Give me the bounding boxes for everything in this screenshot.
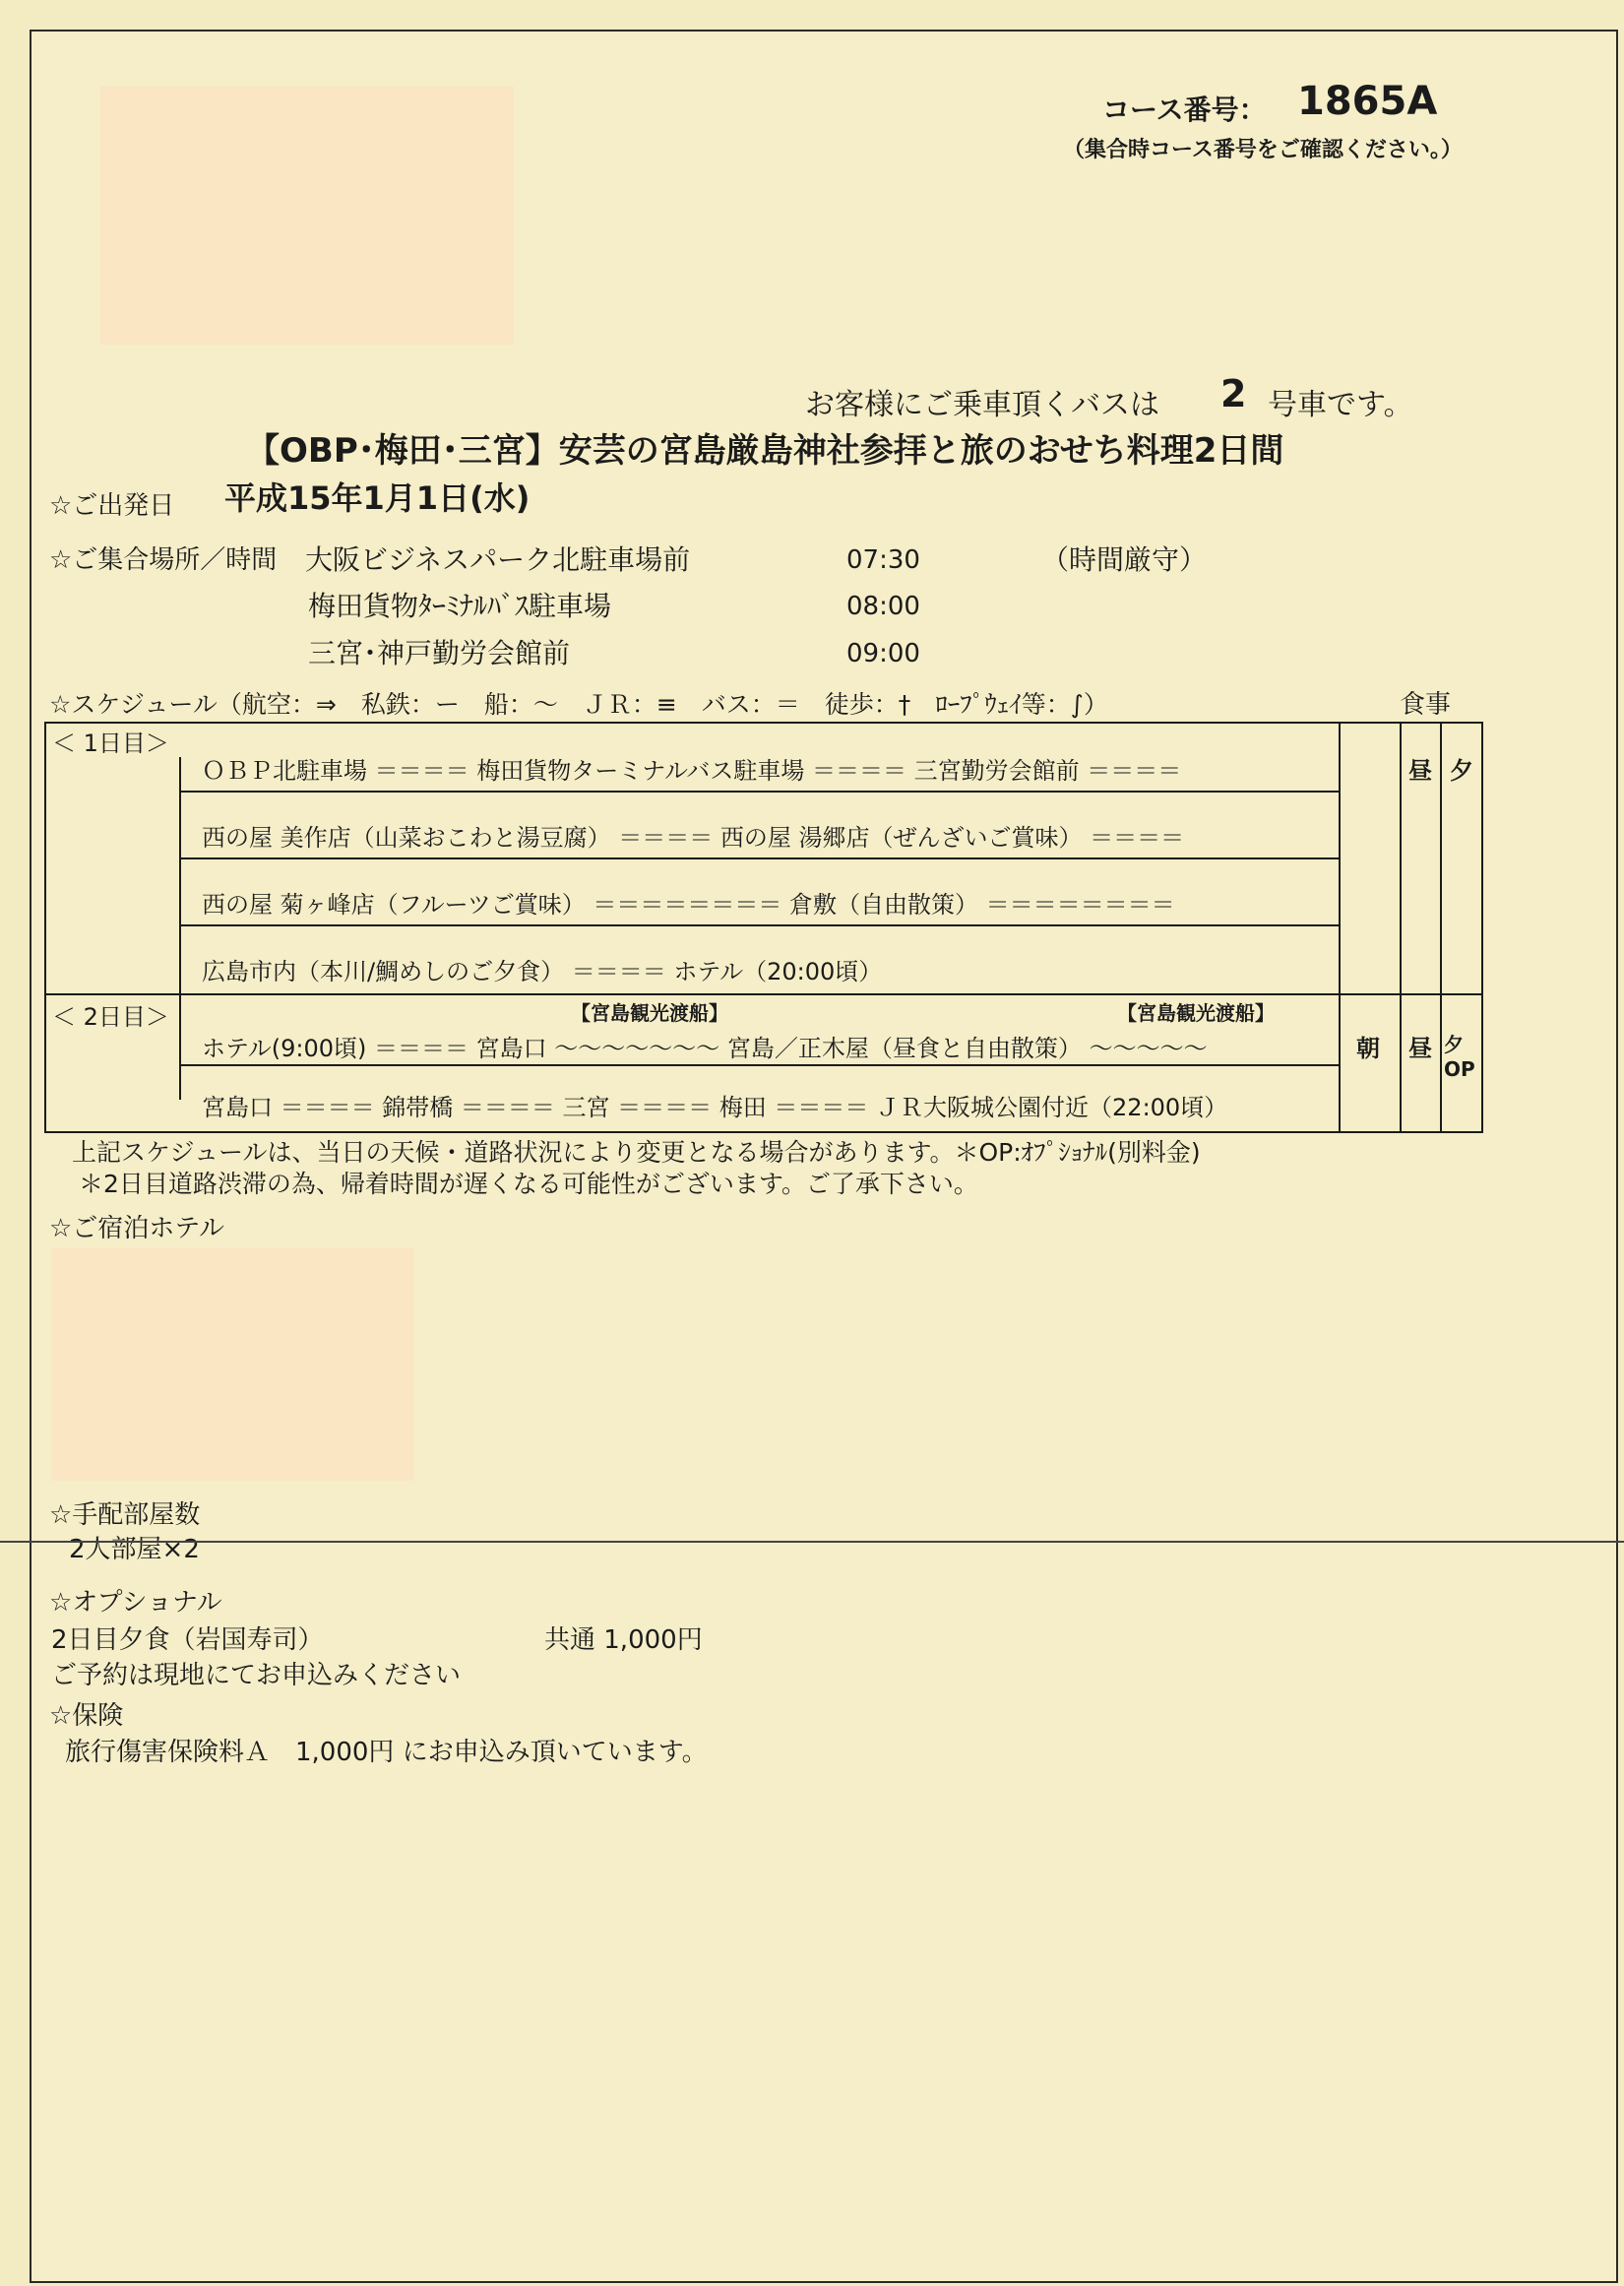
course-number-note: （集合時コース番号をご確認ください。）	[1063, 138, 1463, 162]
meeting-time-2: 08:00	[846, 592, 920, 621]
day2-label: ＜ 2日目＞	[52, 1003, 169, 1031]
departure-label: ☆ご出発日	[49, 491, 175, 521]
meal-divider-2	[1440, 722, 1442, 1133]
row-divider-2	[179, 857, 1341, 859]
meals-header: 食事	[1400, 690, 1452, 720]
day-divider	[44, 993, 1483, 995]
day1-meal-lunch: 昼	[1408, 757, 1432, 785]
optional-label: ☆オプショナル	[49, 1588, 222, 1618]
day2-ferry-label-1: 【宮島観光渡船】	[571, 1001, 728, 1025]
meal-divider-1	[1400, 722, 1402, 1133]
rooms-value: 2人部屋×2	[69, 1535, 200, 1564]
meeting-place-1: 大阪ビジネスパーク北駐車場前	[305, 543, 691, 576]
bus-prefix: お客様にご乗車頂くバスは	[805, 388, 1159, 422]
table-border-left	[44, 722, 46, 1133]
day1-label: ＜ 1日目＞	[52, 730, 169, 757]
table-border-top	[44, 722, 1483, 724]
day2-meal-breakfast: 朝	[1356, 1035, 1380, 1062]
schedule-legend: ☆スケジュール（航空：⇒ 私鉄：ー 船：～ ＪＲ：≡ バス：＝ 徒歩：† ﾛｰﾌﾟｳｪｲ等：∫）	[49, 690, 1108, 719]
tour-title: 【OBP･梅田･三宮】安芸の宮島厳島神社参拝と旅のおせち料理2日間	[246, 431, 1284, 471]
table-border-bottom	[44, 1131, 1483, 1133]
meeting-label: ☆ご集合場所／時間	[49, 545, 278, 575]
hotel-label: ☆ご宿泊ホテル	[49, 1214, 225, 1243]
schedule-table	[44, 722, 1483, 1133]
departure-date: 平成15年1月1日(水)	[224, 479, 531, 517]
day1-route-4: 広島市内（本川/鯛めしのご夕食） ＝＝＝＝ ホテル（20:00頃）	[202, 958, 883, 985]
optional-item: 2日目夕食（岩国寿司）	[51, 1625, 324, 1655]
rooms-label: ☆手配部屋数	[49, 1500, 201, 1530]
redacted-header-block	[100, 87, 514, 345]
meeting-time-1: 07:30	[846, 545, 920, 575]
insurance-label: ☆保険	[49, 1701, 124, 1731]
row-divider-4	[179, 1064, 1341, 1066]
page-fold-line	[0, 1541, 1624, 1543]
day2-ferry-label-2: 【宮島観光渡船】	[1117, 1001, 1275, 1025]
optional-price: 共通 1,000円	[544, 1625, 703, 1655]
redacted-hotel-block	[51, 1248, 413, 1481]
meeting-time-3: 09:00	[846, 639, 920, 668]
schedule-note-1: 上記スケジュールは、当日の天候・道路状況により変更となる場合があります。＊OP:ｵﾌﾟｼｮﾅﾙ(別料金)	[72, 1138, 1201, 1167]
meeting-place-3: 三宮･神戸勤労会館前	[308, 637, 571, 669]
day2-route-1: ホテル(9:00頃) ＝＝＝＝ 宮島口 ～～～～～～～ 宮島／正木屋（昼食と自由散策） ～～～～～	[202, 1035, 1208, 1062]
course-number: 1865A	[1297, 79, 1438, 124]
day2-meal-dinner-op: 夕OP	[1444, 1033, 1475, 1081]
bus-suffix: 号車です。	[1268, 388, 1413, 422]
schedule-note-2: ＊2日目道路渋滞の為、帰着時間が遅くなる可能性がございます。ご了承下さい。	[79, 1170, 978, 1198]
row-divider-3	[179, 924, 1341, 926]
day2-route-2: 宮島口 ＝＝＝＝ 錦帯橋 ＝＝＝＝ 三宮 ＝＝＝＝ 梅田 ＝＝＝＝ ＪＲ大阪城公園付近（22:00頃）	[202, 1094, 1228, 1121]
day1-route-1: ＯＢＰ北駐車場 ＝＝＝＝ 梅田貨物ターミナルバス駐車場 ＝＝＝＝ 三宮勤労会館前 ＝＝＝＝	[202, 757, 1182, 785]
route-column-right	[1339, 722, 1341, 1133]
optional-note: ご予約は現地にてお申込みください	[51, 1661, 462, 1690]
bus-number: 2	[1220, 372, 1247, 415]
meeting-note-1: （時間厳守）	[1041, 543, 1208, 576]
day2-meal-lunch: 昼	[1408, 1035, 1432, 1062]
day1-route-3: 西の屋 菊ヶ峰店（フルーツご賞味） ＝＝＝＝＝＝＝＝ 倉敷（自由散策） ＝＝＝＝＝＝＝＝	[202, 891, 1175, 919]
course-number-label: コース番号：	[1102, 94, 1267, 126]
insurance-text: 旅行傷害保険料Ａ 1,000円 にお申込み頂いています。	[65, 1738, 708, 1767]
meeting-place-2: 梅田貨物ﾀｰﾐﾅﾙﾊﾞｽ駐車場	[308, 590, 612, 622]
day1-meal-dinner: 夕	[1450, 757, 1473, 785]
row-divider-1	[179, 791, 1341, 793]
route-column-left	[179, 757, 181, 1100]
day1-route-2: 西の屋 美作店（山菜おこわと湯豆腐） ＝＝＝＝ 西の屋 湯郷店（ぜんざいご賞味） ＝＝＝＝	[202, 824, 1185, 852]
